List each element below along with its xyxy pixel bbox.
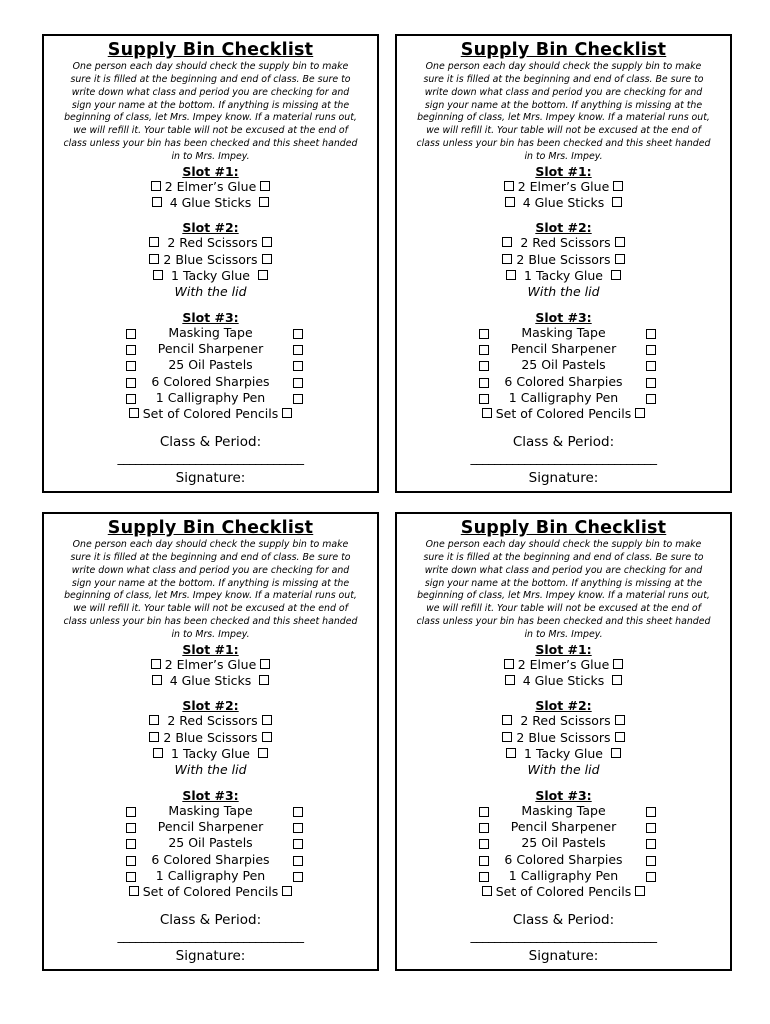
signature-label: Signature: — [528, 947, 599, 964]
item-label: Set of Colored Pencils — [142, 406, 279, 422]
checkbox[interactable] — [293, 345, 303, 355]
item-label: 25 Oil Pastels — [521, 357, 606, 373]
item-label: Pencil Sharpener — [157, 819, 264, 835]
item-label: 4 Glue Sticks — [522, 673, 605, 689]
checkbox[interactable] — [502, 715, 512, 725]
checklist-item — [397, 746, 730, 762]
checkbox[interactable] — [126, 394, 136, 404]
checklist-item — [44, 746, 377, 762]
item-label: 6 Colored Sharpies — [151, 373, 270, 389]
checkbox[interactable] — [479, 823, 489, 833]
item-label: Set of Colored Pencils — [142, 884, 279, 900]
checkbox[interactable] — [259, 675, 269, 685]
checkbox[interactable] — [282, 408, 292, 418]
checklist-item — [44, 374, 377, 390]
checkbox[interactable] — [149, 254, 159, 264]
checkbox[interactable] — [262, 715, 272, 725]
checklist-item — [397, 235, 730, 251]
checklist-item — [44, 179, 377, 195]
checkbox[interactable] — [506, 270, 516, 280]
checkbox[interactable] — [505, 675, 515, 685]
checkbox[interactable] — [479, 378, 489, 388]
item-label: Masking Tape — [521, 324, 606, 340]
slot-2-note: With the lid — [527, 762, 600, 778]
checkbox[interactable] — [504, 181, 514, 191]
checkbox[interactable] — [129, 886, 139, 896]
instructions-line: class unless your bin has been checked and this sheet handed — [63, 138, 358, 150]
item-label: Pencil Sharpener — [510, 341, 617, 357]
checkbox[interactable] — [293, 839, 303, 849]
item-label: 2 Elmer’s Glue — [164, 656, 257, 672]
instructions-line: beginning of class, let Mrs. Impey know. If a material runs out, — [417, 590, 710, 602]
checkbox[interactable] — [126, 872, 136, 882]
item-label: 1 Calligraphy Pen — [155, 389, 266, 405]
item-label: 2 Red Scissors — [167, 713, 258, 729]
item-label: Pencil Sharpener — [157, 341, 264, 357]
checkbox[interactable] — [293, 361, 303, 371]
item-label: 1 Tacky Glue — [171, 267, 250, 283]
checklist-item — [397, 268, 730, 284]
checkbox[interactable] — [646, 807, 656, 817]
item-label: 2 Red Scissors — [167, 235, 258, 251]
item-label: 25 Oil Pastels — [521, 835, 606, 851]
item-label: 2 Blue Scissors — [163, 251, 258, 267]
checklist-item — [44, 406, 377, 422]
checkbox[interactable] — [479, 872, 489, 882]
slot-1-heading: Slot #1: — [182, 641, 239, 657]
checkbox[interactable] — [646, 839, 656, 849]
checkbox[interactable] — [646, 394, 656, 404]
checklist-item — [397, 713, 730, 729]
checklist-card — [42, 512, 379, 971]
instructions-line: write down what class and period you are checking for and — [424, 86, 703, 98]
item-label: 2 Blue Scissors — [516, 251, 611, 267]
instructions-line: sign your name at the bottom. If anything is missing at the — [71, 99, 350, 111]
class-period-label: Class & Period: — [159, 911, 262, 928]
instructions-line: write down what class and period you are checking for and — [71, 86, 350, 98]
checkbox[interactable] — [126, 856, 136, 866]
checklist-title: Supply Bin Checklist — [460, 518, 667, 538]
checklist-item — [397, 884, 730, 900]
checkbox[interactable] — [504, 659, 514, 669]
checkbox[interactable] — [152, 675, 162, 685]
slot-2-heading: Slot #2: — [182, 698, 239, 714]
checkbox[interactable] — [615, 715, 625, 725]
checkbox[interactable] — [479, 394, 489, 404]
item-label: 4 Glue Sticks — [169, 195, 252, 211]
checkbox[interactable] — [151, 659, 161, 669]
slot-2-note: With the lid — [527, 284, 600, 300]
slot-2-heading: Slot #2: — [182, 220, 239, 236]
slot-3-heading: Slot #3: — [182, 309, 239, 325]
checkbox[interactable] — [502, 732, 512, 742]
instructions-line: One person each day should check the supply bin to make — [425, 539, 702, 550]
checkbox[interactable] — [258, 270, 268, 280]
checklist-item — [44, 235, 377, 251]
item-label: 6 Colored Sharpies — [504, 373, 623, 389]
checkbox[interactable] — [126, 839, 136, 849]
checklist-item — [397, 835, 730, 851]
instructions-line: write down what class and period you are checking for and — [71, 564, 350, 576]
checklist-title: Supply Bin Checklist — [107, 518, 314, 538]
checklist-item — [397, 406, 730, 422]
checklist-item — [397, 852, 730, 868]
checklist-item — [44, 852, 377, 868]
checkbox[interactable] — [258, 748, 268, 758]
instructions-line: we will refill it. Your table will not be excused at the end of — [73, 603, 348, 615]
item-label: 2 Blue Scissors — [163, 729, 258, 745]
checkbox[interactable] — [293, 823, 303, 833]
checklist-title: Supply Bin Checklist — [460, 40, 667, 60]
item-label: 2 Elmer’s Glue — [164, 178, 257, 194]
instructions-line: class unless your bin has been checked and this sheet handed — [416, 616, 711, 628]
item-label: 4 Glue Sticks — [169, 673, 252, 689]
item-label: 1 Calligraphy Pen — [508, 867, 619, 883]
item-label: Masking Tape — [168, 324, 253, 340]
item-label: Masking Tape — [521, 802, 606, 818]
checkbox[interactable] — [613, 659, 623, 669]
checkbox[interactable] — [611, 748, 621, 758]
checklist-item — [397, 390, 730, 406]
item-label: 25 Oil Pastels — [168, 835, 253, 851]
checkbox[interactable] — [635, 886, 645, 896]
instructions-line: One person each day should check the supply bin to make — [72, 539, 349, 550]
checkbox[interactable] — [262, 237, 272, 247]
checklist-item — [44, 268, 377, 284]
class-period-label: Class & Period: — [512, 433, 615, 450]
checkbox[interactable] — [259, 197, 269, 207]
checkbox[interactable] — [293, 394, 303, 404]
instructions-line: we will refill it. Your table will not be excused at the end of — [73, 125, 348, 137]
checkbox[interactable] — [293, 872, 303, 882]
checkbox[interactable] — [151, 181, 161, 191]
checkbox[interactable] — [646, 329, 656, 339]
signature-label: Signature: — [528, 469, 599, 486]
item-label: 1 Tacky Glue — [171, 745, 250, 761]
checkbox[interactable] — [293, 807, 303, 817]
item-label: 1 Calligraphy Pen — [508, 389, 619, 405]
checklist-item — [397, 325, 730, 341]
checkbox[interactable] — [153, 270, 163, 280]
checkbox[interactable] — [126, 823, 136, 833]
checklist-item — [397, 868, 730, 884]
checklist-item — [397, 179, 730, 195]
instructions-line: beginning of class, let Mrs. Impey know. If a material runs out, — [417, 112, 710, 124]
checkbox[interactable] — [479, 807, 489, 817]
checkbox[interactable] — [479, 345, 489, 355]
checklist-item — [397, 357, 730, 373]
checkbox[interactable] — [149, 715, 159, 725]
class-period-label: Class & Period: — [512, 911, 615, 928]
checklist-item — [44, 673, 377, 689]
instructions-line: sure it is filled at the beginning and end of class. Be sure to — [423, 73, 704, 85]
checkbox[interactable] — [262, 254, 272, 264]
checkbox[interactable] — [293, 856, 303, 866]
instructions-line: sign your name at the bottom. If anything is missing at the — [71, 577, 350, 589]
checklist-item — [44, 357, 377, 373]
item-label: 1 Tacky Glue — [524, 267, 603, 283]
instructions-line: in to Mrs. Impey. — [524, 628, 603, 640]
checklist-item — [44, 390, 377, 406]
checkbox[interactable] — [126, 807, 136, 817]
slot-2-heading: Slot #2: — [535, 698, 592, 714]
checkbox[interactable] — [479, 361, 489, 371]
item-label: Pencil Sharpener — [510, 819, 617, 835]
item-label: 2 Elmer’s Glue — [517, 178, 610, 194]
signature-line[interactable]: _______________________________ — [470, 450, 657, 466]
item-label: 1 Calligraphy Pen — [155, 867, 266, 883]
checkbox[interactable] — [153, 748, 163, 758]
checkbox[interactable] — [126, 329, 136, 339]
checklist-item — [44, 252, 377, 268]
slot-1-heading: Slot #1: — [535, 641, 592, 657]
item-label: 6 Colored Sharpies — [151, 851, 270, 867]
checkbox[interactable] — [646, 345, 656, 355]
instructions-line: beginning of class, let Mrs. Impey know. If a material runs out, — [64, 112, 357, 124]
checkbox[interactable] — [482, 408, 492, 418]
item-label: 6 Colored Sharpies — [504, 851, 623, 867]
instructions-line: in to Mrs. Impey. — [171, 628, 250, 640]
instructions-line: sure it is filled at the beginning and end of class. Be sure to — [70, 73, 351, 85]
checklist-item — [44, 195, 377, 211]
instructions-text — [397, 539, 730, 642]
checkbox[interactable] — [506, 748, 516, 758]
checklist-item — [44, 884, 377, 900]
checklist-card — [42, 34, 379, 493]
checkbox[interactable] — [646, 856, 656, 866]
checkbox[interactable] — [646, 378, 656, 388]
checklist-item — [397, 252, 730, 268]
checklist-card — [395, 34, 732, 493]
instructions-line: we will refill it. Your table will not be excused at the end of — [426, 125, 701, 137]
checkbox[interactable] — [126, 361, 136, 371]
instructions-line: in to Mrs. Impey. — [524, 150, 603, 162]
checkbox[interactable] — [260, 181, 270, 191]
checklist-item — [44, 341, 377, 357]
checkbox[interactable] — [126, 378, 136, 388]
checkbox[interactable] — [615, 237, 625, 247]
instructions-text — [397, 61, 730, 164]
item-label: 2 Elmer’s Glue — [517, 656, 610, 672]
checkbox[interactable] — [126, 345, 136, 355]
checkbox[interactable] — [282, 886, 292, 896]
instructions-line: One person each day should check the supply bin to make — [72, 61, 349, 72]
checklist-title: Supply Bin Checklist — [107, 40, 314, 60]
checklist-item — [397, 730, 730, 746]
checkbox[interactable] — [149, 732, 159, 742]
checkbox[interactable] — [612, 197, 622, 207]
instructions-text — [44, 539, 377, 642]
instructions-line: write down what class and period you are checking for and — [424, 564, 703, 576]
checkbox[interactable] — [293, 329, 303, 339]
checklist-item — [44, 730, 377, 746]
signature-label: Signature: — [175, 469, 246, 486]
signature-label: Signature: — [175, 947, 246, 964]
slot-1-heading: Slot #1: — [182, 163, 239, 179]
slot-2-note: With the lid — [174, 762, 247, 778]
slot-2-heading: Slot #2: — [535, 220, 592, 236]
slot-3-heading: Slot #3: — [535, 787, 592, 803]
instructions-line: in to Mrs. Impey. — [171, 150, 250, 162]
class-period-label: Class & Period: — [159, 433, 262, 450]
instructions-line: sure it is filled at the beginning and end of class. Be sure to — [70, 551, 351, 563]
slot-3-heading: Slot #3: — [535, 309, 592, 325]
checkbox[interactable] — [482, 886, 492, 896]
checklist-item — [44, 803, 377, 819]
instructions-line: class unless your bin has been checked and this sheet handed — [63, 616, 358, 628]
checklist-card — [395, 512, 732, 971]
checklist-item — [397, 819, 730, 835]
checklist-item — [44, 819, 377, 835]
checkbox[interactable] — [502, 254, 512, 264]
checkbox[interactable] — [646, 872, 656, 882]
checkbox[interactable] — [615, 254, 625, 264]
checkbox[interactable] — [613, 181, 623, 191]
item-label: 2 Blue Scissors — [516, 729, 611, 745]
checkbox[interactable] — [479, 856, 489, 866]
item-label: Masking Tape — [168, 802, 253, 818]
checklist-item — [397, 673, 730, 689]
checklist-item — [397, 374, 730, 390]
checklist-item — [44, 868, 377, 884]
checklist-item — [397, 803, 730, 819]
checkbox[interactable] — [479, 839, 489, 849]
checkbox[interactable] — [129, 408, 139, 418]
checkbox[interactable] — [612, 675, 622, 685]
item-label: Set of Colored Pencils — [495, 406, 632, 422]
instructions-text — [44, 61, 377, 164]
signature-line[interactable]: _______________________________ — [117, 450, 304, 466]
item-label: Set of Colored Pencils — [495, 884, 632, 900]
slot-3-heading: Slot #3: — [182, 787, 239, 803]
signature-line[interactable]: _______________________________ — [470, 928, 657, 944]
checkbox[interactable] — [611, 270, 621, 280]
instructions-line: class unless your bin has been checked and this sheet handed — [416, 138, 711, 150]
checkbox[interactable] — [262, 732, 272, 742]
checklist-item — [44, 657, 377, 673]
instructions-line: we will refill it. Your table will not be excused at the end of — [426, 603, 701, 615]
item-label: 4 Glue Sticks — [522, 195, 605, 211]
checklist-item — [397, 195, 730, 211]
item-label: 25 Oil Pastels — [168, 357, 253, 373]
item-label: 1 Tacky Glue — [524, 745, 603, 761]
checkbox[interactable] — [149, 237, 159, 247]
checkbox[interactable] — [293, 378, 303, 388]
instructions-line: sure it is filled at the beginning and end of class. Be sure to — [423, 551, 704, 563]
instructions-line: One person each day should check the supply bin to make — [425, 61, 702, 72]
checkbox[interactable] — [505, 197, 515, 207]
checkbox[interactable] — [479, 329, 489, 339]
instructions-line: sign your name at the bottom. If anything is missing at the — [424, 577, 703, 589]
slot-1-heading: Slot #1: — [535, 163, 592, 179]
checkbox[interactable] — [635, 408, 645, 418]
checkbox[interactable] — [615, 732, 625, 742]
signature-line[interactable]: _______________________________ — [117, 928, 304, 944]
instructions-line: beginning of class, let Mrs. Impey know. If a material runs out, — [64, 590, 357, 602]
checkbox[interactable] — [646, 361, 656, 371]
checklist-item — [397, 657, 730, 673]
checkbox[interactable] — [646, 823, 656, 833]
checkbox[interactable] — [502, 237, 512, 247]
instructions-line: sign your name at the bottom. If anything is missing at the — [424, 99, 703, 111]
checklist-item — [397, 341, 730, 357]
slot-2-note: With the lid — [174, 284, 247, 300]
item-label: 2 Red Scissors — [520, 713, 611, 729]
checklist-item — [44, 325, 377, 341]
checkbox[interactable] — [152, 197, 162, 207]
checklist-item — [44, 713, 377, 729]
item-label: 2 Red Scissors — [520, 235, 611, 251]
checkbox[interactable] — [260, 659, 270, 669]
checklist-item — [44, 835, 377, 851]
